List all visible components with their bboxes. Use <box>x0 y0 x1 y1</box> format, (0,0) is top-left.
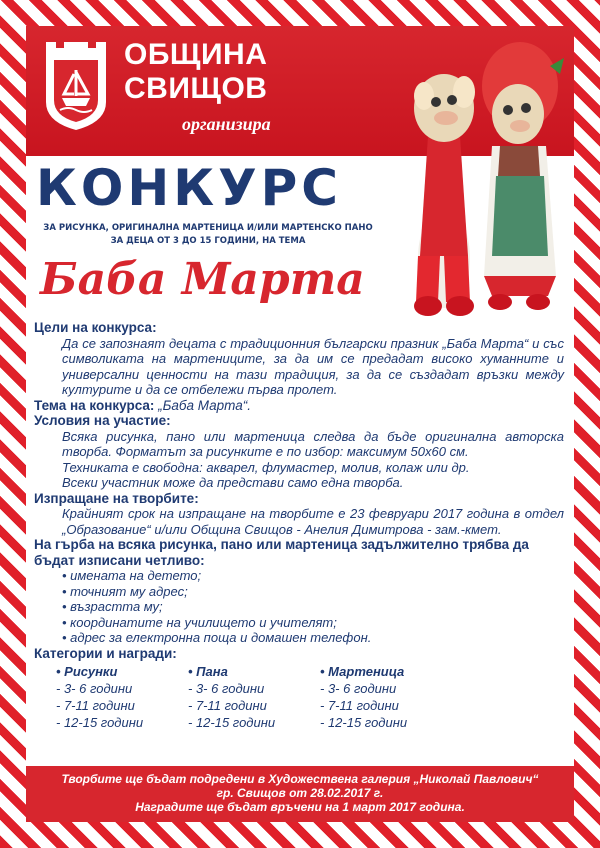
footer-banner <box>26 766 574 822</box>
back-item: • имената на детето; <box>62 568 202 583</box>
category-age: - 12-15 години <box>320 715 408 730</box>
category-age: - 3- 6 години <box>56 681 133 696</box>
goals-text: Да се запознаят децата с традиционния български празник „Баба Марта“ и със символиката на мартениците, за да им се предадат високо хуманните и универсални ценности на тази традиция, за да се създадат връзки между културите и да се отбележи първа пролет. <box>62 335 564 397</box>
subtitle-line2: ЗА ДЕЦА ОТ 3 ДО 15 ГОДИНИ, НА ТЕМА <box>110 236 306 246</box>
category-martenitsa <box>320 663 452 731</box>
conditions-text2: Техниката е свободна: акварел, флумастер, молив, колаж или др. <box>62 459 470 475</box>
organizer-name <box>124 38 267 106</box>
organizer-verb: организира <box>182 114 271 134</box>
category-age: - 7-11 години <box>320 698 399 713</box>
categories-table <box>34 663 564 731</box>
back-heading: На гърба на всяка рисунка, пано или мартеница задължително трябва да бъдат изписани четливо: <box>34 537 529 568</box>
conditions-heading: Условия на участие: <box>34 413 171 428</box>
sending-text: Крайният срок на изпращане на творбите е 23 февруари 2017 година в отдел „Образование“ и/или Община Свищов - Анелия Димитрова - зам.-кмет. <box>62 506 564 537</box>
category-drawings <box>56 663 188 731</box>
back-item: • възрастта му; <box>62 599 163 614</box>
footer-line2: гр. Свищов от 28.02.2017 г. <box>216 786 384 800</box>
back-item: • координатите на училището и учителят; <box>62 614 337 630</box>
theme-heading: Тема на конкурса: <box>34 397 155 413</box>
back-item: • точният му адрес; <box>62 583 188 599</box>
category-age: - 3- 6 години <box>320 681 397 696</box>
category-title: • Мартеница <box>320 664 405 679</box>
conditions-text3: Всеки участник може да представи само една творба. <box>62 475 404 490</box>
goals-heading: Цели на конкурса: <box>34 320 157 335</box>
footer-line3: Наградите ще бъдат връчени на 1 март 2017 година. <box>135 800 465 814</box>
category-title: • Рисунки <box>56 664 118 679</box>
category-age: - 7-11 години <box>56 698 135 713</box>
municipal-crest-icon <box>40 40 112 132</box>
contest-details <box>34 320 564 731</box>
martenitsa-dolls-image <box>388 26 574 318</box>
subtitle-line1: ЗА РИСУНКА, ОРИГИНАЛНА МАРТЕНИЦА И/ИЛИ МАРТЕНСКО ПАНО <box>43 223 373 233</box>
category-age: - 12-15 години <box>188 715 276 730</box>
sending-heading: Изпращане на творбите: <box>34 490 199 506</box>
poster-body <box>26 26 574 822</box>
theme-line <box>34 398 564 414</box>
category-title: • Пана <box>188 664 228 679</box>
category-age: - 3- 6 години <box>188 681 265 696</box>
organizer-name-line2: СВИЩОВ <box>124 72 268 105</box>
categories-heading: Категории и награди: <box>34 645 177 661</box>
back-item: • адрес за електронна поща и домашен телефон. <box>62 630 372 645</box>
category-age: - 12-15 години <box>56 715 144 730</box>
theme-text: „Баба Марта“. <box>154 397 252 413</box>
category-age: - 7-11 години <box>188 698 267 713</box>
contest-title: КОНКУРС <box>36 159 342 217</box>
contest-subtitle <box>38 222 378 248</box>
organizer-name-line1: ОБЩИНА <box>124 38 268 71</box>
conditions-text1: Всяка рисунка, пано или мартеница следва да бъде оригинална авторска творба. Форматът за рисунките е по избор: максимум 50х60 см. <box>62 428 564 459</box>
theme-title: Баба Марта <box>40 254 365 305</box>
category-panels <box>188 663 320 731</box>
footer-line1: Творбите ще бъдат подредени в Художествена галерия „Николай Павлович“ <box>61 772 539 786</box>
